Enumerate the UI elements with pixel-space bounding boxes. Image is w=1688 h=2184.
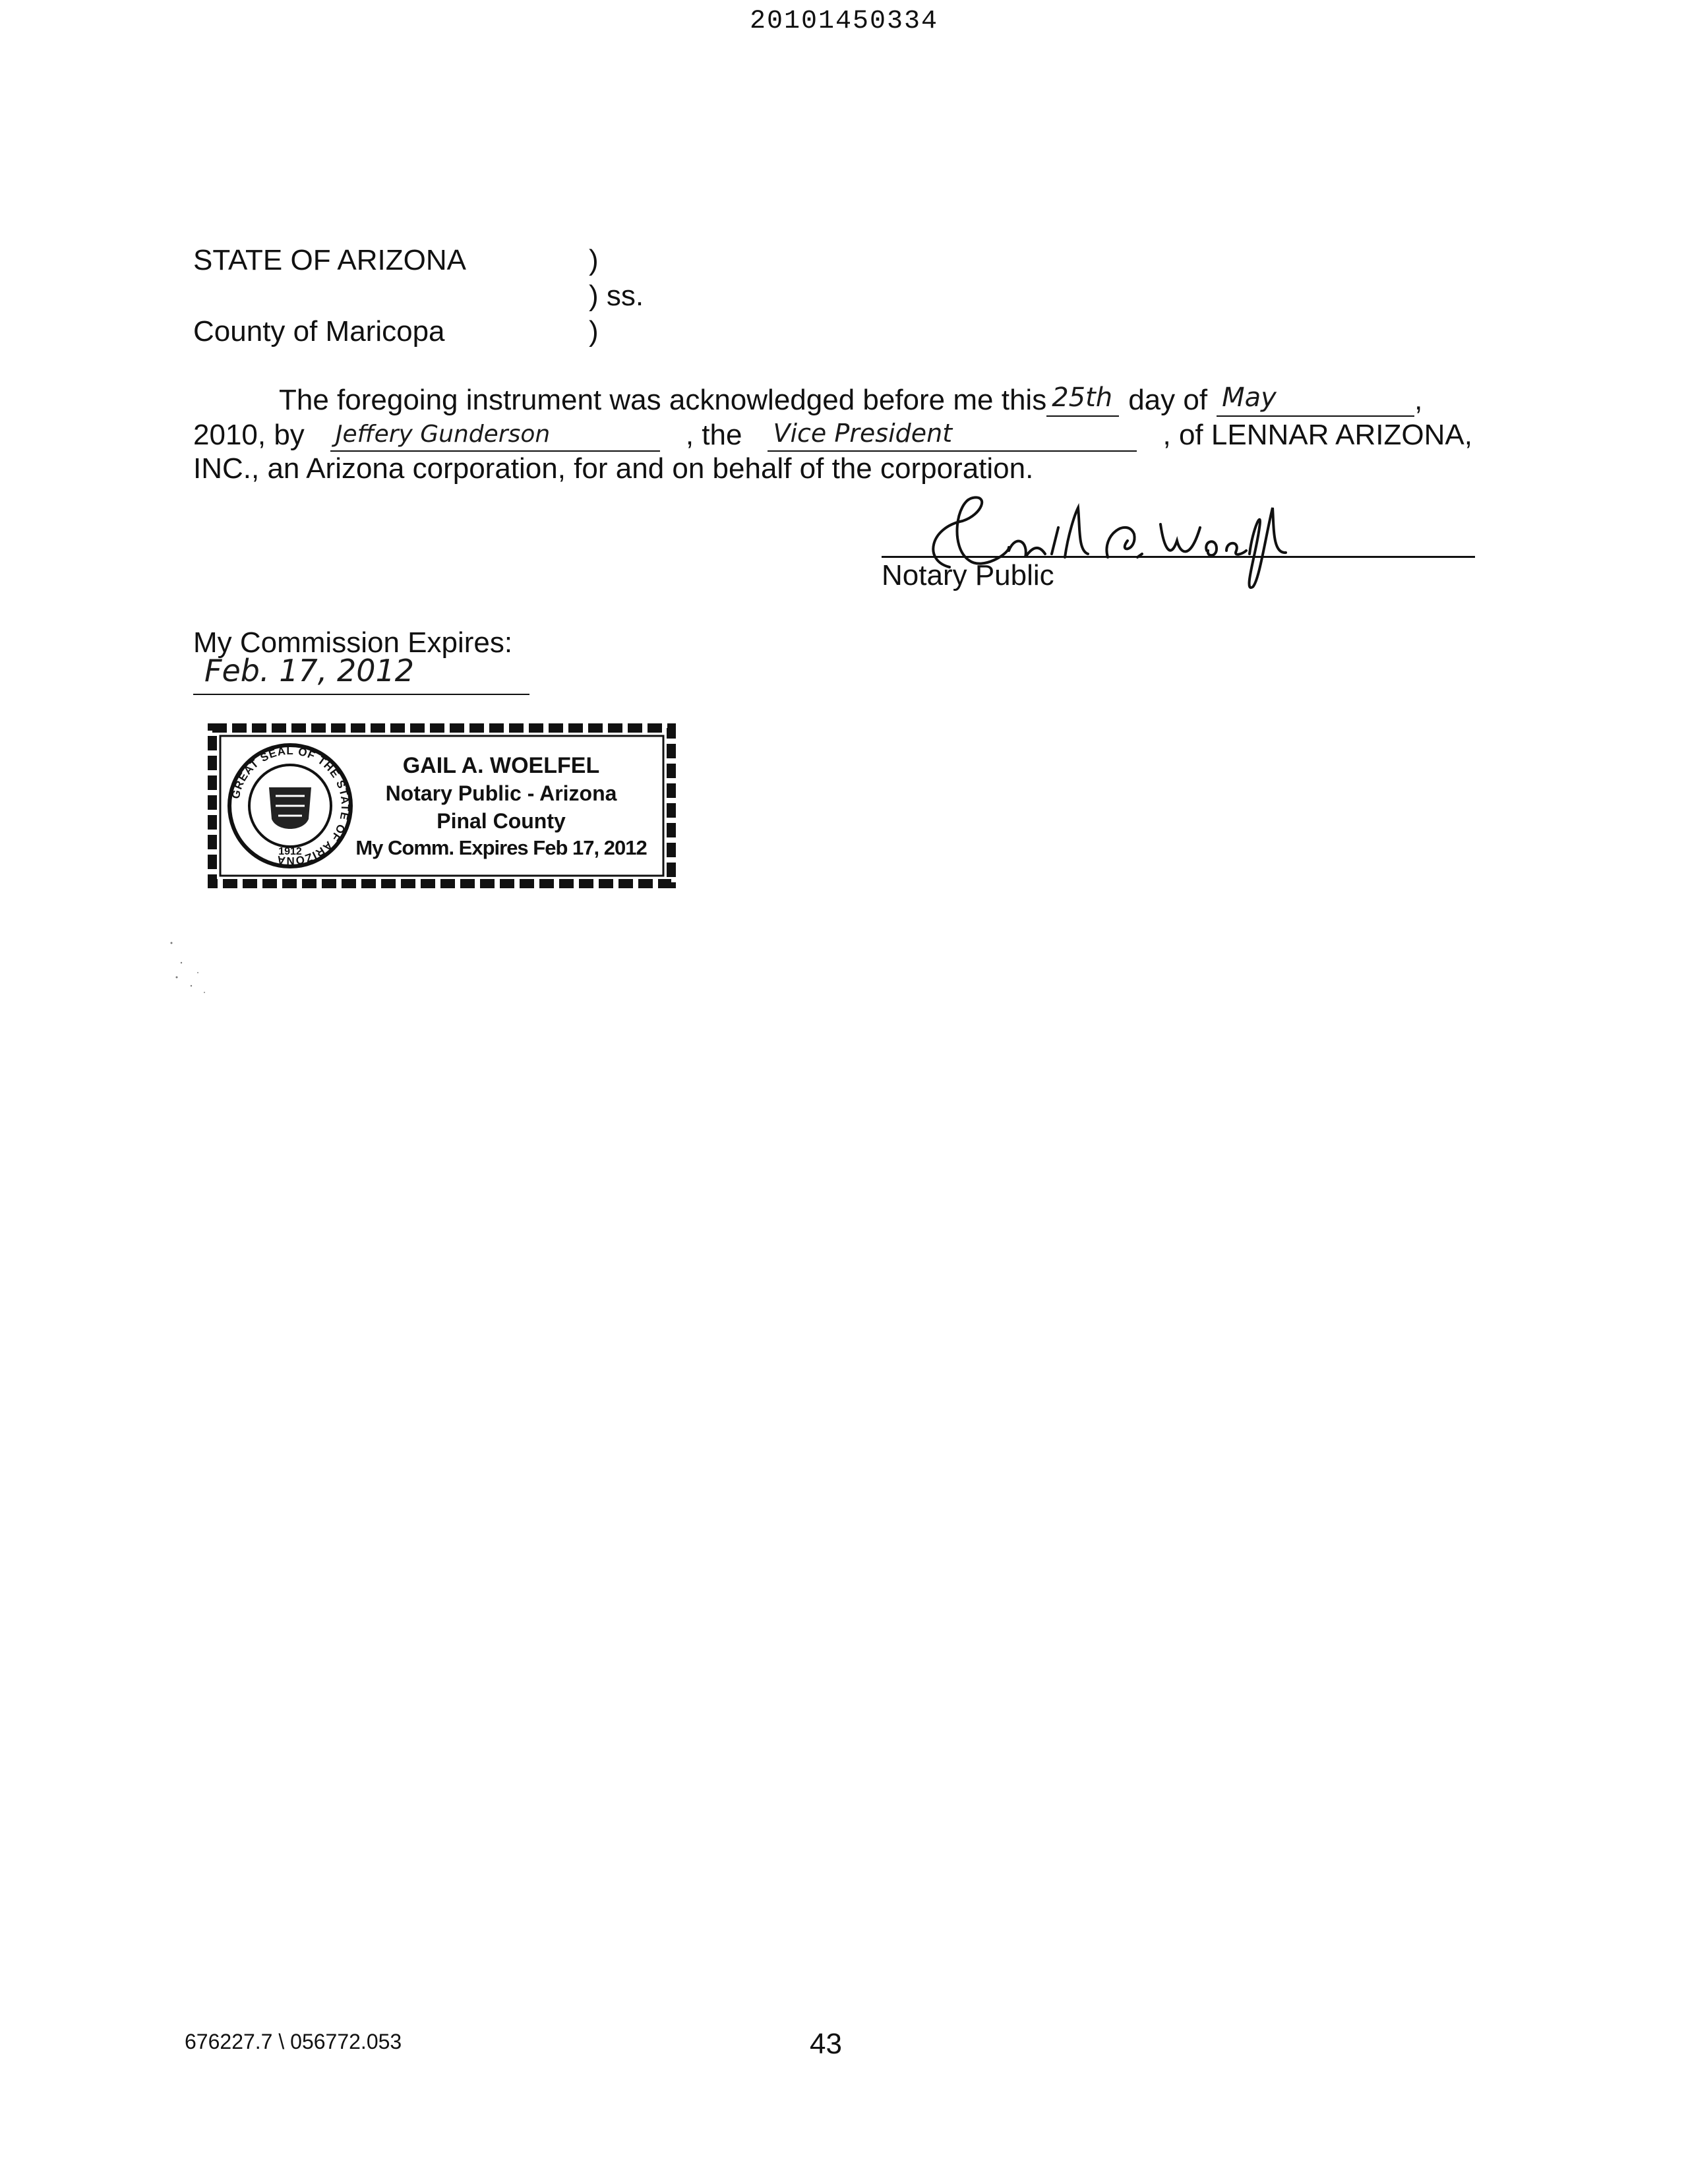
title-blank bbox=[768, 417, 1137, 452]
company-label: , of LENNAR ARIZONA, bbox=[1162, 419, 1472, 451]
seal-line-4: My Comm. Expires Feb 17, 2012 bbox=[355, 836, 647, 859]
day-of-label: day of bbox=[1128, 384, 1208, 416]
acknowledgment-line-2 bbox=[193, 417, 1472, 452]
venue-state: STATE OF ARIZONA bbox=[193, 244, 466, 276]
signature-line bbox=[882, 556, 1475, 558]
commission-line bbox=[193, 694, 529, 695]
year-by-label: 2010, by bbox=[193, 419, 305, 451]
month-blank bbox=[1217, 382, 1414, 417]
day-handwritten: 25th bbox=[1052, 382, 1113, 413]
acknowledgment-line-3: INC., an Arizona corporation, for and on behalf of the corporation. bbox=[193, 452, 1034, 485]
venue-paren-top: ) bbox=[589, 244, 599, 276]
seal-line-3: Pinal County bbox=[437, 809, 566, 833]
commission-date-handwritten: Feb. 17, 2012 bbox=[204, 653, 415, 688]
name-handwritten: Jeffery Gunderson bbox=[335, 421, 551, 448]
footer-document-id: 676227.7 \ 056772.053 bbox=[185, 2030, 402, 2053]
notary-public-label: Notary Public bbox=[882, 559, 1054, 592]
notary-seal-stamp bbox=[198, 713, 686, 898]
acknowledgment-intro: The foregoing instrument was acknowledged before me this bbox=[279, 384, 1047, 416]
seal-line-2: Notary Public - Arizona bbox=[385, 781, 617, 805]
day-blank bbox=[1046, 382, 1119, 417]
page-number: 43 bbox=[810, 2028, 842, 2060]
seal-year: 1912 bbox=[278, 846, 302, 857]
venue-paren-bottom: ) bbox=[589, 315, 599, 348]
seal-notary-name: GAIL A. WOELFEL bbox=[402, 753, 600, 778]
the-label: , the bbox=[685, 419, 742, 451]
venue-ss: ) ss. bbox=[589, 280, 644, 312]
venue-county: County of Maricopa bbox=[193, 315, 445, 348]
scan-specks bbox=[158, 936, 237, 1016]
recording-number: 20101450334 bbox=[749, 7, 939, 36]
commission-expires-label: My Commission Expires: bbox=[193, 626, 513, 659]
acknowledgment-line-1 bbox=[193, 382, 1472, 417]
line1-comma: , bbox=[1414, 384, 1423, 416]
seal-ring-text: GREAT SEAL OF THE STATE OF ARIZONA bbox=[229, 744, 352, 868]
month-handwritten: May bbox=[1222, 382, 1277, 413]
title-handwritten: Vice President bbox=[773, 419, 953, 448]
name-blank bbox=[330, 417, 660, 452]
